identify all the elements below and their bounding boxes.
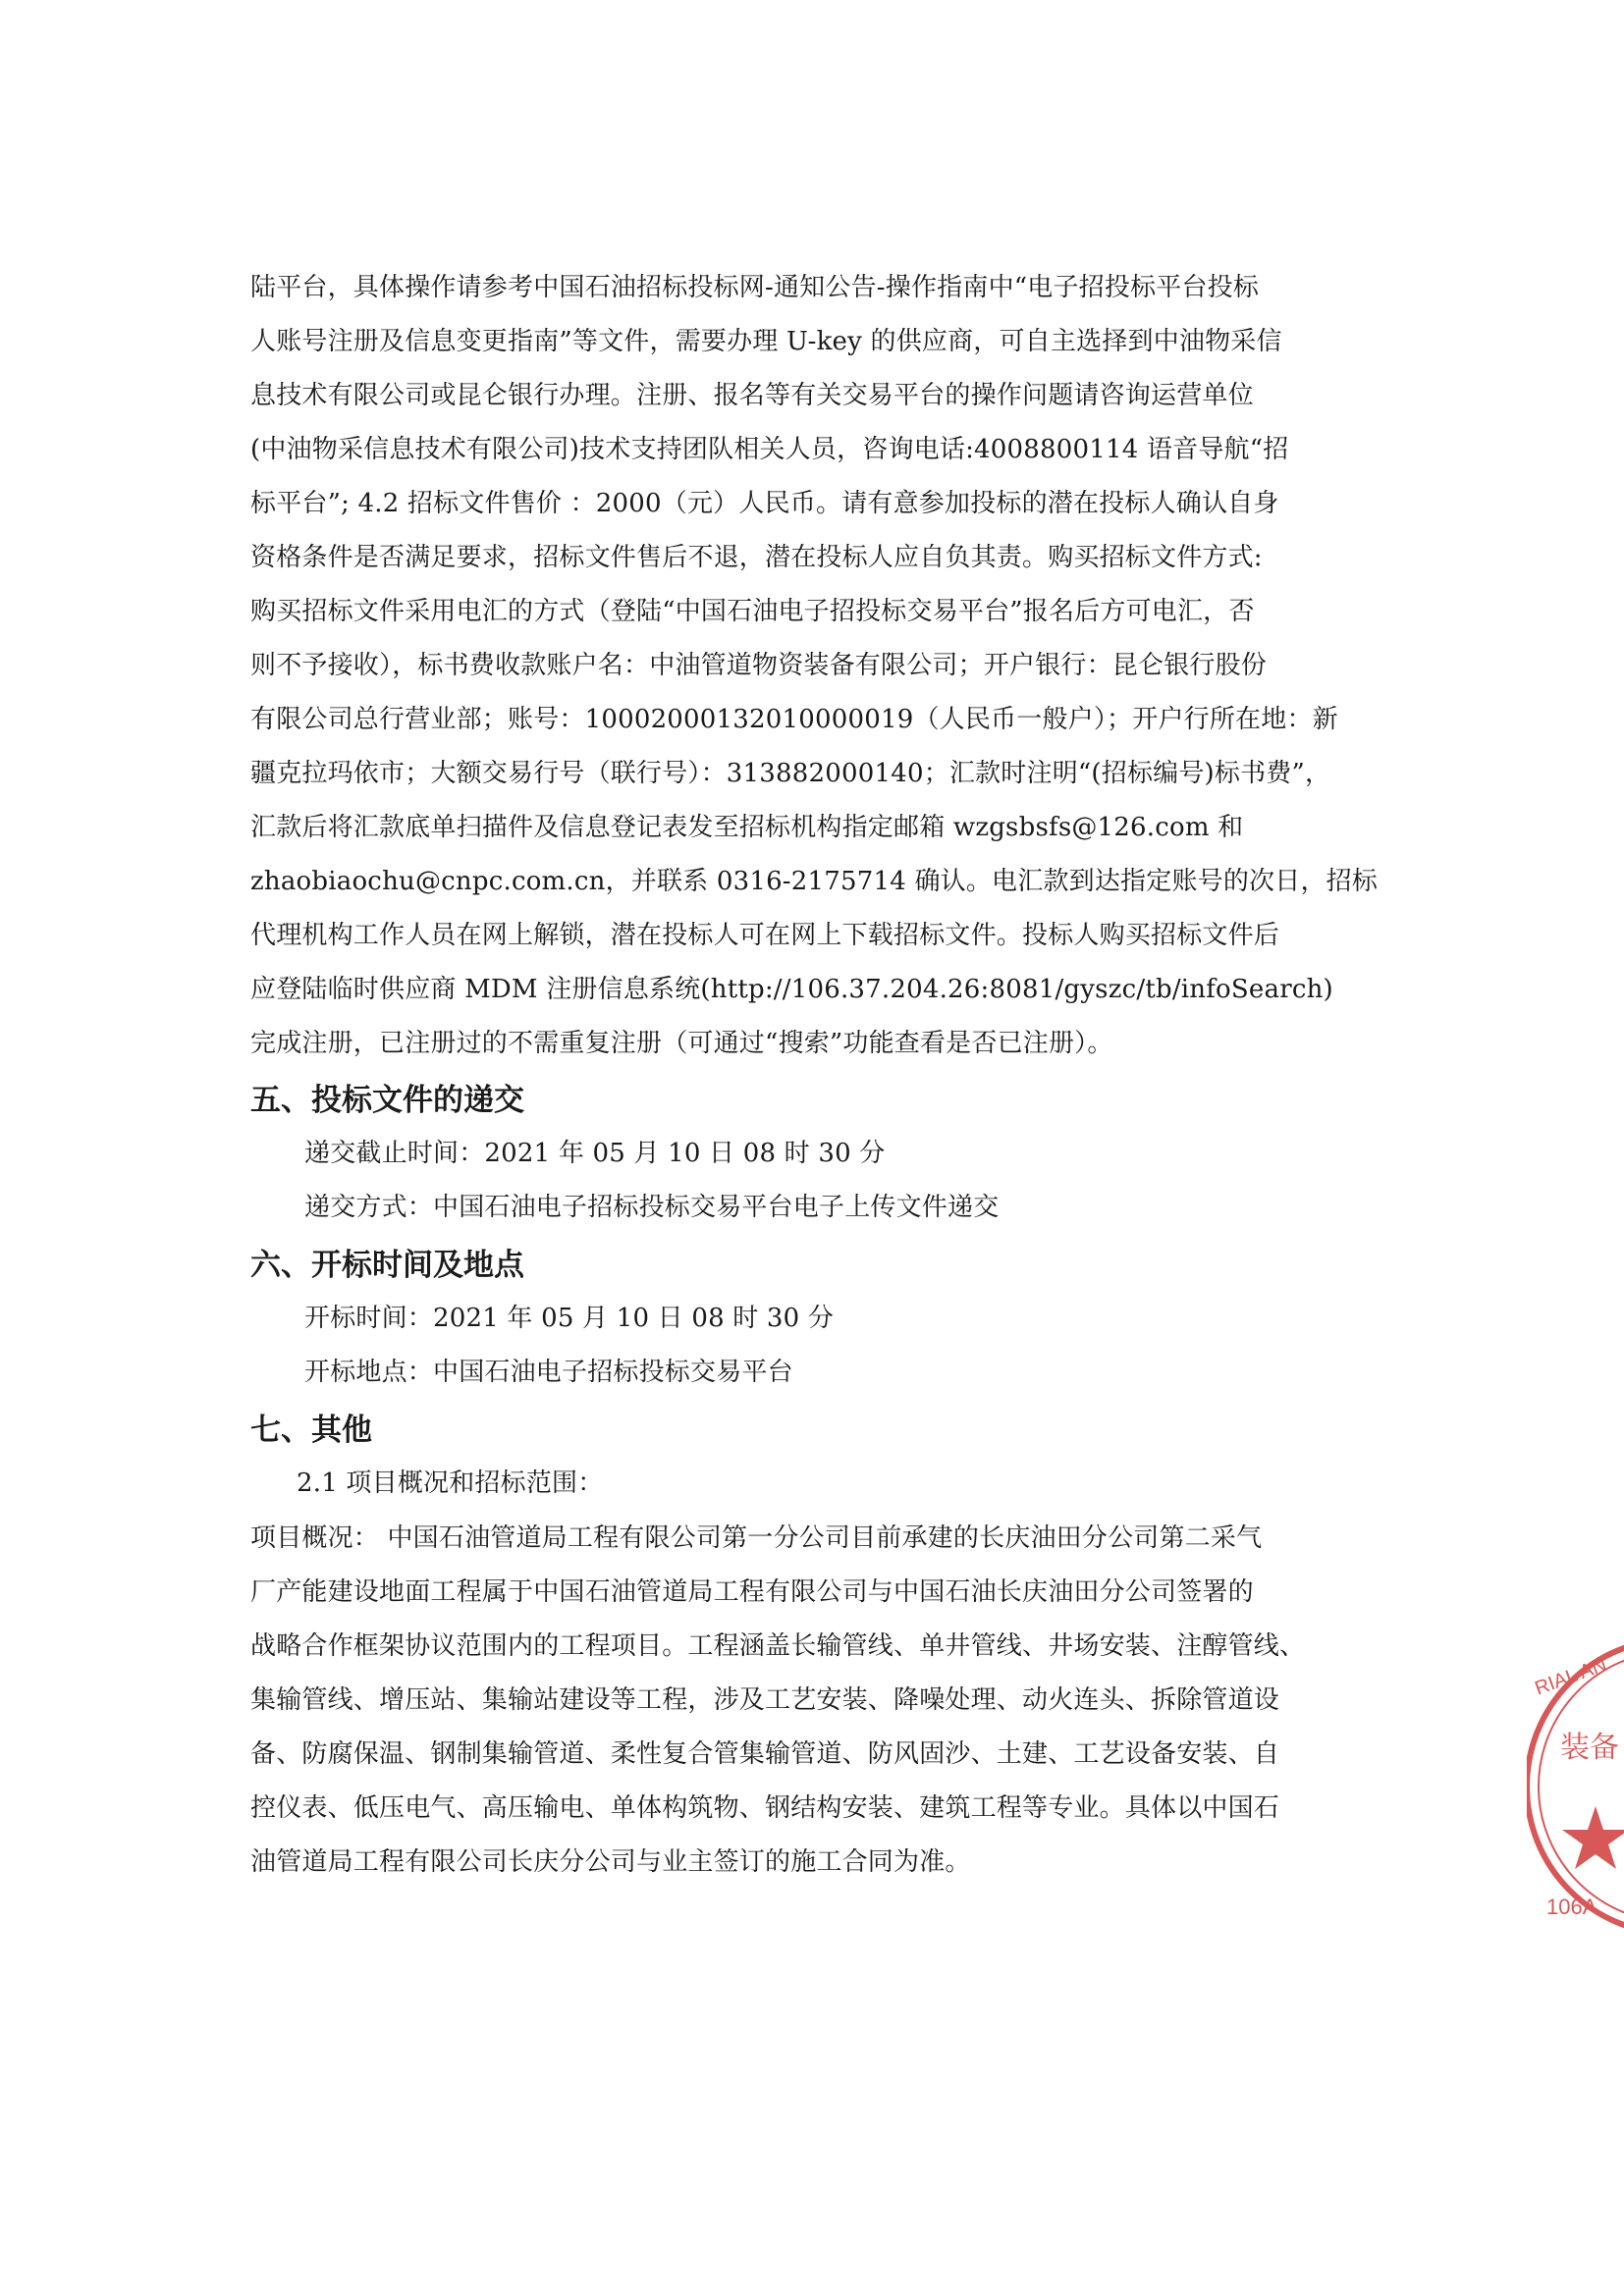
seal-text-top: RIAL AN [1532, 1653, 1610, 1700]
subsection-title: 2.1 项目概况和招标范围： [297, 1468, 604, 1498]
opening-place: 开标地点：中国石油电子招标投标交易平台 [304, 1358, 793, 1387]
project-overview-line: 厂产能建设地面工程属于中国石油管道局工程有限公司与中国石油长庆油田分公司签署的 [250, 1577, 1254, 1607]
paragraph-line: 完成注册，已注册过的不需重复注册（可通过“搜索”功能查看是否已注册）。 [250, 1029, 1113, 1058]
paragraph-line: 代理机构工作人员在网上解锁，潜在投标人可在网上下载招标文件。投标人购买招标文件后 [250, 921, 1280, 950]
project-overview-line: 战略合作框架协议范围内的工程项目。工程涵盖长输管线、单井管线、井场安装、注醇管线、 [250, 1631, 1306, 1661]
project-overview-line: 项目概况： 中国石油管道局工程有限公司第一分公司目前承建的长庆油田分公司第二采气 [250, 1523, 1263, 1553]
section-heading-5: 五、投标文件的递交 [250, 1083, 524, 1118]
submission-method: 递交方式：中国石油电子招标投标交易平台电子上传文件递交 [304, 1193, 1000, 1222]
seal-stamp [1527, 1620, 1624, 1953]
paragraph-line: 则不予接收），标书费收款账户名：中油管道物资装备有限公司；开户银行：昆仑银行股份 [250, 651, 1268, 680]
paragraph-line: 标平台”; 4.2 招标文件售价 ：2000（元）人民币。请有意参加投标的潜在投标人确认自身 [250, 489, 1279, 518]
project-overview-line: 控仪表、低压电气、高压输电、单体构筑物、钢结构安装、建筑工程等专业。具体以中国石 [250, 1793, 1280, 1823]
project-overview-line: 油管道局工程有限公司长庆分公司与业主签订的施工合同为准。 [250, 1847, 971, 1877]
paragraph-line: 疆克拉玛依市；大额交易行号（联行号）：313882000140；汇款时注明“(招标编号)标书费”， [250, 759, 1331, 788]
paragraph-line: 汇款后将汇款底单扫描件及信息登记表发至招标机构指定邮箱 wzgsbsfs@126.com 和 [250, 813, 1244, 842]
paragraph-line: 应登陆临时供应商 MDM 注册信息系统(http://106.37.204.26:8081/gyszc/tb/infoSearch) [250, 975, 1333, 1004]
paragraph-line: 人账号注册及信息变更指南”等文件，需要办理 U-key 的供应商，可自主选择到中油物采信 [250, 327, 1282, 356]
project-overview-line: 备、防腐保温、钢制集输管道、柔性复合管集输管道、防风固沙、土建、工艺设备安装、自 [250, 1739, 1280, 1769]
seal-graphic [1527, 1620, 1624, 1953]
project-overview-line: 集输管线、增压站、集输站建设等工程，涉及工艺安装、降噪处理、动火连头、拆除管道设 [250, 1685, 1280, 1715]
section-heading-6: 六、开标时间及地点 [250, 1248, 524, 1283]
seal-text-mid: 装备 [1560, 1731, 1619, 1765]
section-heading-7: 七、其他 [250, 1413, 372, 1448]
paragraph-line: zhaobiaochu@cnpc.com.cn，并联系 0316-2175714 确认。电汇款到达指定账号的次日，招标 [250, 867, 1379, 896]
paragraph-line: 有限公司总行营业部；账号：10002000132010000019（人民币一般户）；开户行所在地：新 [250, 705, 1338, 734]
star-icon [1562, 1806, 1624, 1869]
paragraph-line: 息技术有限公司或昆仑银行办理。注册、报名等有关交易平台的操作问题请咨询运营单位 [250, 381, 1254, 410]
paragraph-line: 资格条件是否满足要求，招标文件售后不退，潜在投标人应自负其责。购买招标文件方式: [250, 543, 1263, 572]
opening-time: 开标时间：2021 年 05 月 10 日 08 时 30 分 [304, 1304, 835, 1333]
seal-text-bottom: 106A [1546, 1895, 1597, 1919]
paragraph-line: 购买招标文件采用电汇的方式（登陆“中国石油电子招投标交易平台”报名后方可电汇，否 [250, 597, 1255, 626]
paragraph-line: (中油物采信息技术有限公司)技术支持团队相关人员，咨询电话:4008800114 语音导航“招 [250, 435, 1289, 464]
submission-deadline: 递交截止时间：2021 年 05 月 10 日 08 时 30 分 [304, 1139, 886, 1168]
paragraph-line: 陆平台，具体操作请参考中国石油招标投标网-通知公告-操作指南中“电子招投标平台投标 [250, 273, 1260, 302]
